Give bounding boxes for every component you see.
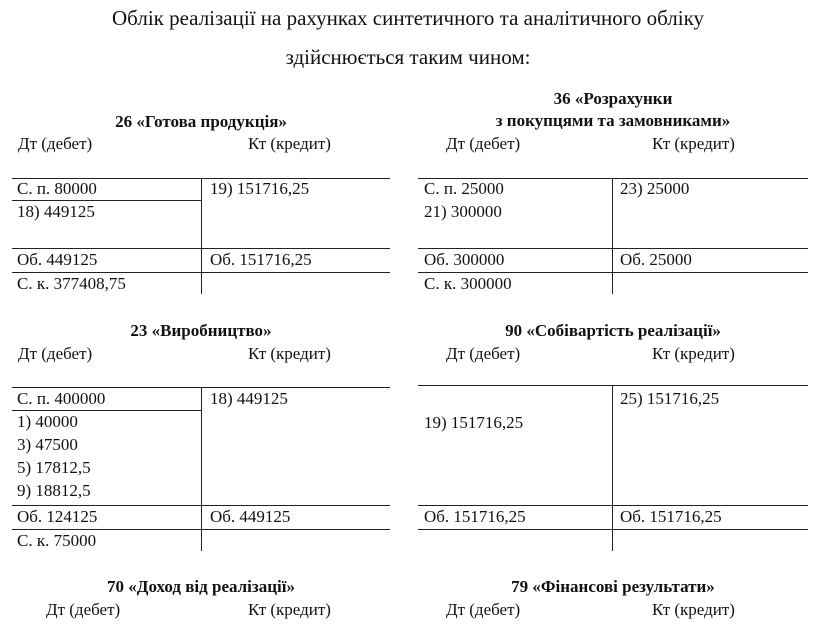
debit-label: Дт (дебет) <box>46 600 121 619</box>
credit-turnover: Об. 449125 <box>210 507 291 526</box>
credit-entry: 23) 25000 <box>620 179 690 198</box>
debit-entry: 1) 40000 <box>17 412 78 431</box>
credit-label: Кт (кредит) <box>652 134 735 153</box>
debit-label: Дт (дебет) <box>446 134 521 153</box>
credit-turnover: Об. 151716,25 <box>620 507 722 526</box>
account-title: 79 «Фінансові результати» <box>511 577 715 596</box>
debit-entry: 21) 300000 <box>424 202 502 221</box>
account-title: 70 «Доход від реалізації» <box>107 577 295 596</box>
credit-entry: 25) 151716,25 <box>620 389 720 408</box>
debit-turnover: Об. 449125 <box>17 250 98 269</box>
credit-entry: 18) 449125 <box>210 389 288 408</box>
account-title-line1: 36 «Розрахунки <box>553 89 673 108</box>
opening-balance: С. п. 400000 <box>17 389 106 408</box>
t-account-top-line <box>418 385 808 386</box>
debit-label: Дт (дебет) <box>18 134 93 153</box>
account-title: 23 «Виробництво» <box>130 321 272 340</box>
credit-turnover: Об. 25000 <box>620 250 692 269</box>
t-account-divider <box>612 385 613 551</box>
opening-balance: С. п. 80000 <box>17 179 97 198</box>
account-title-line2: з покупцями та замовниками» <box>495 111 731 130</box>
debit-label: Дт (дебет) <box>446 600 521 619</box>
debit-entry: 5) 17812,5 <box>17 458 91 477</box>
credit-turnover: Об. 151716,25 <box>210 250 312 269</box>
t-account-divider <box>201 387 202 551</box>
t-account-divider <box>612 178 613 294</box>
debit-turnover: Об. 300000 <box>424 250 505 269</box>
debit-label: Дт (дебет) <box>446 344 521 363</box>
debit-turnover: Об. 151716,25 <box>424 507 526 526</box>
credit-label: Кт (кредит) <box>248 600 331 619</box>
debit-turnover: Об. 124125 <box>17 507 98 526</box>
debit-label: Дт (дебет) <box>18 344 93 363</box>
account-title: 90 «Собівартість реалізації» <box>505 321 721 340</box>
debit-entry: 19) 151716,25 <box>424 413 524 432</box>
closing-balance: С. к. 75000 <box>17 531 97 550</box>
debit-entry: 9) 18812,5 <box>17 481 91 500</box>
credit-label: Кт (кредит) <box>652 600 735 619</box>
opening-balance: С. п. 25000 <box>424 179 504 198</box>
debit-entry: 3) 47500 <box>17 435 78 454</box>
closing-balance: С. к. 300000 <box>424 274 512 293</box>
closing-top-line <box>418 529 808 530</box>
t-account-divider <box>201 178 202 294</box>
credit-label: Кт (кредит) <box>248 134 331 153</box>
account-title: 26 «Готова продукція» <box>115 112 287 131</box>
debit-entry: 18) 449125 <box>17 202 95 221</box>
credit-label: Кт (кредит) <box>248 344 331 363</box>
closing-balance: С. к. 377408,75 <box>17 274 126 293</box>
page-title-line2: здійснюється таким чином: <box>285 45 531 69</box>
credit-entry: 19) 151716,25 <box>210 179 310 198</box>
credit-label: Кт (кредит) <box>652 344 735 363</box>
page-title-line1: Облік реалізації на рахунках синтетичного та аналітичного обліку <box>112 6 704 30</box>
